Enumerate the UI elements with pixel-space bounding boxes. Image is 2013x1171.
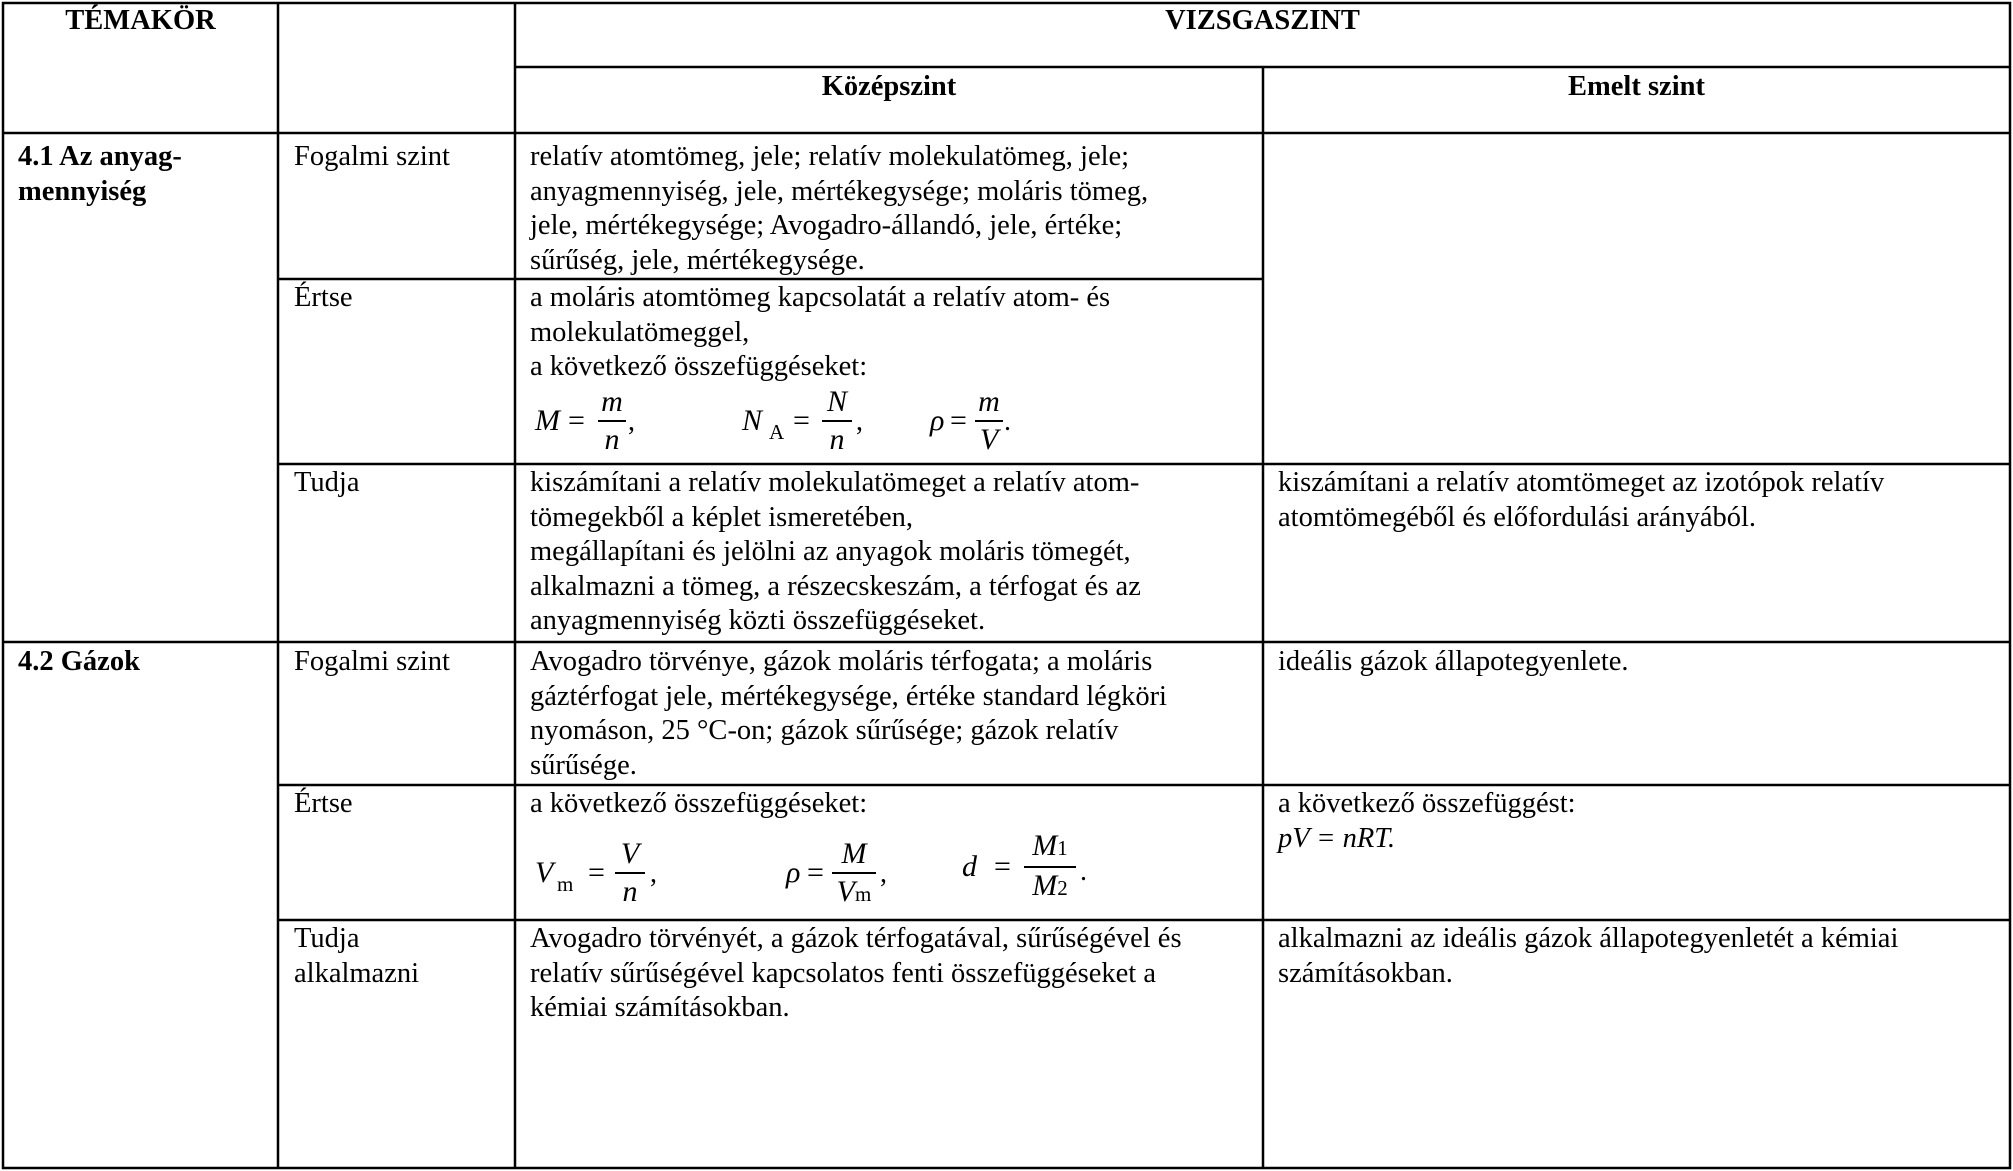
header-mid-level: Középszint (821, 71, 957, 102)
row-label: Fogalmi szint (294, 141, 450, 172)
row-label: Tudja alkalmazni (294, 923, 420, 989)
adv-level-text: kiszámítani a relatív atomtömeget az izotópok relatív atomtömegéből és előfordulási arányából. (1278, 467, 1885, 533)
topic-4-1: 4.1 Az anyag- mennyiség (18, 141, 182, 207)
mid-level-text: a következő összefüggéseket: (530, 788, 868, 819)
adv-level-text: ideális gázok állapotegyenlete. (1278, 646, 1629, 677)
mid-level-text: a moláris atomtömeg kapcsolatát a relatív atom- és molekulatömeggel, a következő összefüggéseket: (530, 282, 1111, 383)
mid-level-text: Avogadro törvénye, gázok moláris térfogata; a moláris gáztérfogat jele, mértékegysége, értéke standard légköri nyomáson, 25 °C-on; gázok sűrűsége; gázok relatív sűrűsége. (530, 646, 1167, 781)
adv-level-text: a következő összefüggést: (1278, 788, 1576, 819)
mid-level-text: Avogadro törvényét, a gázok térfogatával, sűrűségével és relatív sűrűségével kapcsolatos fenti összefüggéseket a kémiai számításokban. (530, 923, 1182, 1024)
mid-level-text: relatív atomtömeg, jele; relatív molekulatömeg, jele; anyagmennyiség, jele, mértékegysége; moláris tömeg, jele, mértékegysége; Avogadro-állandó, jele, értéke; sűrűség, jele, mértékegysége. (530, 141, 1149, 276)
row-label: Értse (294, 282, 353, 313)
adv-level-text: alkalmazni az ideális gázok állapotegyenletét a kémiai számításokban. (1278, 923, 1899, 989)
topic-4-2: 4.2 Gázok (18, 646, 140, 677)
row-label: Tudja (294, 467, 360, 498)
row-label: Fogalmi szint (294, 646, 450, 677)
mid-level-text: kiszámítani a relatív molekulatömeget a relatív atom- tömegekből a képlet ismeretében, megállapítani és jelölni az anyagok moláris tömegét, alkalmazni a tömeg, a részecskeszám, a térfogat és az anyagmennyiség közti összefüggéseket. (530, 467, 1141, 637)
header-exam-level: VIZSGASZINT (1165, 5, 1360, 36)
formula-ideal-gas: pV = nRT. (1278, 823, 1396, 854)
header-topic: TÉMAKÖR (65, 5, 216, 36)
row-label: Értse (294, 788, 353, 819)
header-adv-level: Emelt szint (1568, 71, 1705, 102)
